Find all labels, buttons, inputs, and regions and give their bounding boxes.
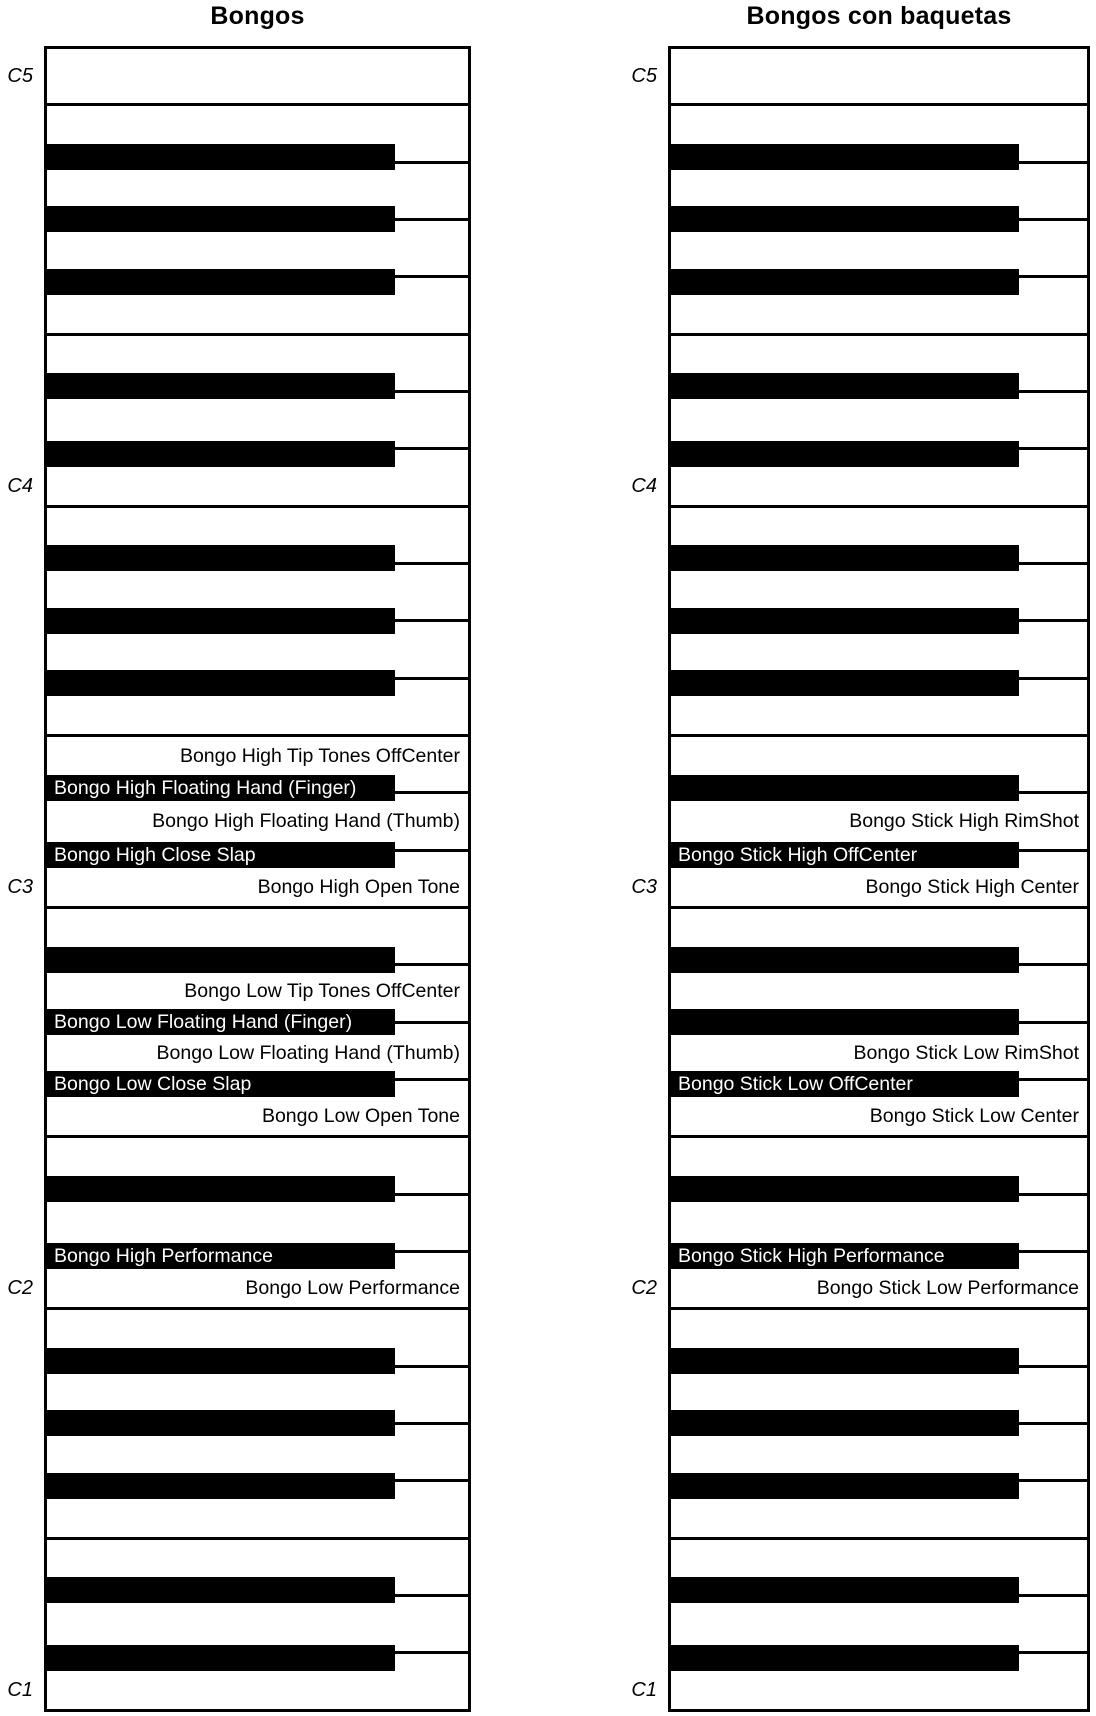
black-key xyxy=(47,545,395,571)
key-label: Bongo Stick High Center xyxy=(865,876,1079,899)
octave-label: C2 xyxy=(7,1277,33,1300)
key-label: Bongo High Tip Tones OffCenter xyxy=(179,744,460,767)
white-key xyxy=(671,393,1087,447)
black-key xyxy=(671,144,1019,170)
black-key xyxy=(671,1645,1019,1671)
octave-label: C4 xyxy=(631,474,657,497)
keyboard-diagram-bongos-con-baquetas xyxy=(631,0,1090,1716)
key-label: Bongo Low Floating Hand (Finger) xyxy=(54,1011,353,1034)
black-key xyxy=(671,1348,1019,1374)
octave-label: C1 xyxy=(7,1678,33,1701)
key-divider xyxy=(45,1537,470,1540)
key-label: Bongo High Performance xyxy=(54,1245,273,1268)
key-divider xyxy=(669,1135,1089,1138)
key-label: Bongo Stick Low RimShot xyxy=(853,1042,1079,1065)
key-label: Bongo Stick High RimShot xyxy=(849,810,1079,833)
black-key xyxy=(47,441,395,467)
white-key xyxy=(47,1196,468,1250)
key-divider xyxy=(669,333,1089,336)
key-label: Bongo Low Close Slap xyxy=(54,1073,252,1096)
black-key xyxy=(47,1348,395,1374)
black-key xyxy=(47,144,395,170)
black-key xyxy=(671,269,1019,295)
octave-label: C4 xyxy=(7,474,33,497)
black-key xyxy=(47,947,395,973)
white-key xyxy=(47,393,468,447)
black-key xyxy=(671,947,1019,973)
key-label: Bongo Low Performance xyxy=(245,1277,460,1300)
black-key xyxy=(671,441,1019,467)
black-key xyxy=(47,1645,395,1671)
key-divider xyxy=(669,505,1089,508)
white-key xyxy=(671,1597,1087,1651)
octave-label: C5 xyxy=(631,65,657,88)
black-key xyxy=(671,608,1019,634)
black-key xyxy=(671,775,1019,801)
black-key xyxy=(47,1577,395,1603)
black-key xyxy=(671,1410,1019,1436)
black-key xyxy=(47,608,395,634)
white-key xyxy=(47,1597,468,1651)
key-divider xyxy=(669,103,1089,106)
octave-label: C3 xyxy=(631,876,657,899)
key-divider xyxy=(45,1307,470,1310)
key-label: Bongo Low Tip Tones OffCenter xyxy=(184,979,460,1002)
black-key xyxy=(671,670,1019,696)
key-label: Bongo High Floating Hand (Thumb) xyxy=(152,810,460,833)
key-divider xyxy=(45,906,470,909)
key-divider xyxy=(45,1135,470,1138)
octave-label: C2 xyxy=(631,1277,657,1300)
key-divider xyxy=(45,505,470,508)
black-key xyxy=(671,206,1019,232)
key-label: Bongo High Open Tone xyxy=(257,876,460,899)
black-key xyxy=(671,1473,1019,1499)
black-key xyxy=(47,1473,395,1499)
black-key xyxy=(671,1577,1019,1603)
black-key xyxy=(671,545,1019,571)
key-divider xyxy=(669,1537,1089,1540)
key-label: Bongo Stick Low OffCenter xyxy=(678,1073,913,1096)
key-divider xyxy=(45,103,470,106)
black-key xyxy=(47,206,395,232)
white-key xyxy=(671,49,1087,103)
key-divider xyxy=(669,734,1089,737)
key-label: Bongo High Close Slap xyxy=(54,844,256,867)
key-divider xyxy=(669,906,1089,909)
white-key xyxy=(671,1196,1087,1250)
key-divider xyxy=(45,333,470,336)
key-label: Bongo Low Floating Hand (Thumb) xyxy=(156,1042,460,1065)
black-key xyxy=(671,1176,1019,1202)
keyboard-title-bongos-con-baquetas: Bongos con baquetas xyxy=(746,2,1012,30)
octave-label: C1 xyxy=(631,1678,657,1701)
white-key xyxy=(47,49,468,103)
key-label: Bongo Stick High Performance xyxy=(678,1245,945,1268)
key-label: Bongo Low Open Tone xyxy=(261,1105,460,1128)
keyboard-diagram-bongos xyxy=(7,0,471,1716)
key-label: Bongo High Floating Hand (Finger) xyxy=(54,776,357,799)
octave-label: C5 xyxy=(7,65,33,88)
key-label: Bongo Stick Low Performance xyxy=(816,1277,1079,1300)
key-label: Bongo Stick High OffCenter xyxy=(678,844,918,867)
black-key xyxy=(47,1176,395,1202)
black-key xyxy=(47,373,395,399)
octave-label: C3 xyxy=(7,876,33,899)
keyboard-title-bongos: Bongos xyxy=(210,2,305,30)
key-divider xyxy=(45,734,470,737)
key-divider xyxy=(669,1307,1089,1310)
black-key xyxy=(671,373,1019,399)
black-key xyxy=(47,670,395,696)
black-key xyxy=(47,1410,395,1436)
black-key xyxy=(47,269,395,295)
key-label: Bongo Stick Low Center xyxy=(869,1105,1079,1128)
black-key xyxy=(671,1009,1019,1035)
